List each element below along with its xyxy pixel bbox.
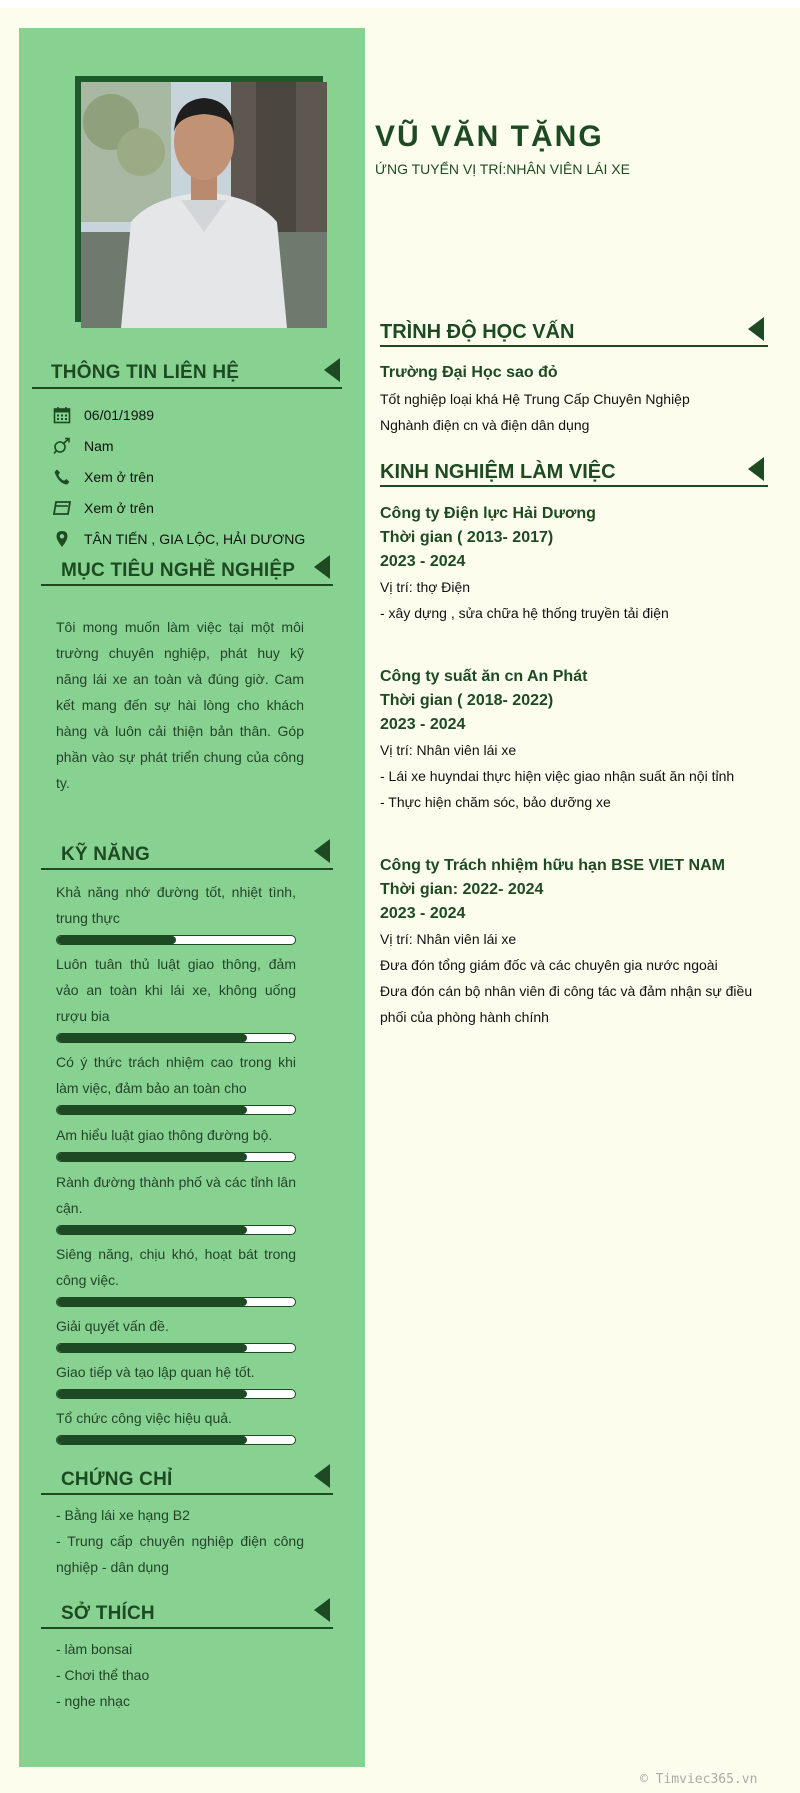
address-value: TÂN TIẾN , GIA LỘC, HẢI DƯƠNG <box>84 531 306 547</box>
skill-label: Có ý thức trách nhiệm cao trong khi làm việc, đảm bảo an toàn cho <box>56 1054 296 1096</box>
email-value: Xem ở trên <box>84 500 154 516</box>
skill-item <box>56 1405 296 1445</box>
skill-bar-fill <box>57 1344 247 1352</box>
job-period: Thời gian ( 2013- 2017) <box>380 529 554 546</box>
objective-text: Tôi mong muốn làm việc tại một môi trường chuyên nghiệp, phát huy kỹ năng lái xe an toàn và đúng giờ. Cam kết mang đến sự hài lòng cho khách hàng và luôn cải thiện bản thân. Góp phần vào sự phát triển chung của công ty. <box>56 619 304 791</box>
candidate-name: VŨ VĂN TẶNG <box>375 120 604 153</box>
job-role: Vị trí: Nhân viên lái xe <box>380 931 517 947</box>
skill-item <box>56 1241 296 1307</box>
skill-bar-fill <box>57 1153 247 1161</box>
experience-divider <box>380 485 768 487</box>
skill-bar-fill <box>57 1226 247 1234</box>
skill-label: Rành đường thành phố và các tỉnh lân cận. <box>56 1174 296 1216</box>
certificates-marker-icon <box>314 1464 330 1488</box>
watermark: © Timviec365.vn <box>640 1772 758 1787</box>
hobby-item: - Chơi thể thao <box>56 1667 150 1683</box>
skill-bar <box>56 1105 296 1115</box>
job-years: 2023 - 2024 <box>380 553 466 570</box>
certificate-line: - Trung cấp chuyên nghiệp điện công nghiệp - dân dụng <box>56 1533 304 1575</box>
experience-marker-icon <box>748 457 764 481</box>
certificate-line: - Bằng lái xe hạng B2 <box>56 1507 190 1523</box>
cv-page <box>0 8 800 1793</box>
phone-icon <box>52 467 72 487</box>
job-years: 2023 - 2024 <box>380 716 466 733</box>
skill-bar <box>56 1389 296 1399</box>
objective-heading: MỤC TIÊU NGHỀ NGHIỆP <box>61 560 296 581</box>
skill-bar-fill <box>57 1034 247 1042</box>
contact-birthday <box>52 405 154 425</box>
hobbies-heading: SỞ THÍCH <box>61 1603 155 1624</box>
education-detail: Tốt nghiệp loại khá Hệ Trung Cấp Chuyên Nghiệp <box>380 391 690 407</box>
skill-bar <box>56 1033 296 1043</box>
job-period: Thời gian ( 2018- 2022) <box>380 692 554 709</box>
skill-label: Khả năng nhớ đường tốt, nhiệt tình, trung thực <box>56 884 296 926</box>
job-description: Đưa đón tổng giám đốc và các chuyên gia nước ngoài <box>380 957 718 973</box>
job-description: - Thực hiện chăm sóc, bảo dưỡng xe <box>380 794 611 810</box>
skill-label: Giao tiếp và tạo lập quan hệ tốt. <box>56 1364 255 1380</box>
skills-marker-icon <box>314 839 330 863</box>
contact-gender <box>52 436 114 456</box>
experience-heading: KINH NGHIỆM LÀM VIỆC <box>380 461 616 483</box>
hobbies-marker-icon <box>314 1598 330 1622</box>
skill-bar-fill <box>57 1106 247 1114</box>
hobbies-divider <box>41 1627 333 1629</box>
skill-bar-fill <box>57 1298 247 1306</box>
job-years: 2023 - 2024 <box>380 905 466 922</box>
applied-position: ỨNG TUYỂN VỊ TRÍ:NHÂN VIÊN LÁI XE <box>375 161 630 177</box>
objective-divider <box>41 584 333 586</box>
avatar-photo <box>81 82 327 328</box>
skill-item <box>56 951 296 1043</box>
calendar-icon <box>52 405 72 425</box>
contact-marker-icon <box>324 358 340 382</box>
skill-bar <box>56 1152 296 1162</box>
job-period: Thời gian: 2022- 2024 <box>380 881 544 898</box>
phone-value: Xem ở trên <box>84 469 154 485</box>
contact-phone <box>52 467 154 487</box>
skill-item <box>56 1122 296 1162</box>
job-description: - Lái xe huyndai thực hiện việc giao nhận suất ăn nội tỉnh <box>380 768 735 784</box>
skill-item <box>56 1359 296 1399</box>
job-company: Công ty Trách nhiệm hữu hạn BSE VIET NAM <box>380 857 725 874</box>
skills-divider <box>41 868 333 870</box>
skill-bar <box>56 935 296 945</box>
skill-bar <box>56 1343 296 1353</box>
skill-label: Tổ chức công việc hiệu quả. <box>56 1410 232 1426</box>
job-role: Vị trí: thợ Điện <box>380 579 471 595</box>
email-icon <box>52 498 72 518</box>
skill-item <box>56 1169 296 1235</box>
hobby-item: - nghe nhạc <box>56 1693 130 1709</box>
job-description: - xây dựng , sửa chữa hệ thống truyền tải điện <box>380 605 669 621</box>
skill-label: Am hiểu luật giao thông đường bộ. <box>56 1127 273 1143</box>
skill-bar <box>56 1225 296 1235</box>
skill-bar-fill <box>57 1390 247 1398</box>
education-divider <box>380 345 768 347</box>
skill-label: Giải quyết vấn đề. <box>56 1318 169 1334</box>
gender-value: Nam <box>84 438 114 454</box>
objective-marker-icon <box>314 555 330 579</box>
job-company: Công ty Điện lực Hải Dương <box>380 505 596 522</box>
job-company: Công ty suất ăn cn An Phát <box>380 668 588 685</box>
certificates-divider <box>41 1493 333 1495</box>
location-pin-icon <box>52 529 72 549</box>
school-name: Trường Đại Học sao đỏ <box>380 364 558 381</box>
education-heading: TRÌNH ĐỘ HỌC VẤN <box>380 321 575 343</box>
skill-bar <box>56 1297 296 1307</box>
education-detail: Nghành điện cn và điện dân dụng <box>380 417 590 433</box>
contact-email <box>52 498 154 518</box>
skill-bar <box>56 1435 296 1445</box>
contact-divider <box>32 387 342 389</box>
skill-bar-fill <box>57 936 176 944</box>
skill-bar-fill <box>57 1436 247 1444</box>
skill-item <box>56 879 296 945</box>
job-role: Vị trí: Nhân viên lái xe <box>380 742 517 758</box>
birthday-value: 06/01/1989 <box>84 407 155 423</box>
job-description: Đưa đón cán bộ nhân viên đi công tác và đảm nhận sự điều phối của phòng hành chính <box>380 983 753 1025</box>
skills-heading: KỸ NĂNG <box>61 844 151 865</box>
skill-label: Siêng năng, chịu khó, hoạt bát trong công việc. <box>56 1246 296 1288</box>
certificates-heading: CHỨNG CHỈ <box>61 1469 173 1490</box>
hobby-item: - làm bonsai <box>56 1641 133 1657</box>
skill-item <box>56 1313 296 1353</box>
gender-icon <box>52 436 72 456</box>
contact-heading: THÔNG TIN LIÊN HỆ <box>51 362 240 383</box>
education-marker-icon <box>748 317 764 341</box>
skill-label: Luôn tuân thủ luật giao thông, đảm vảo an toàn khi lái xe, không uống rượu bia <box>56 956 296 1024</box>
contact-address <box>52 529 305 549</box>
skill-item <box>56 1049 296 1115</box>
